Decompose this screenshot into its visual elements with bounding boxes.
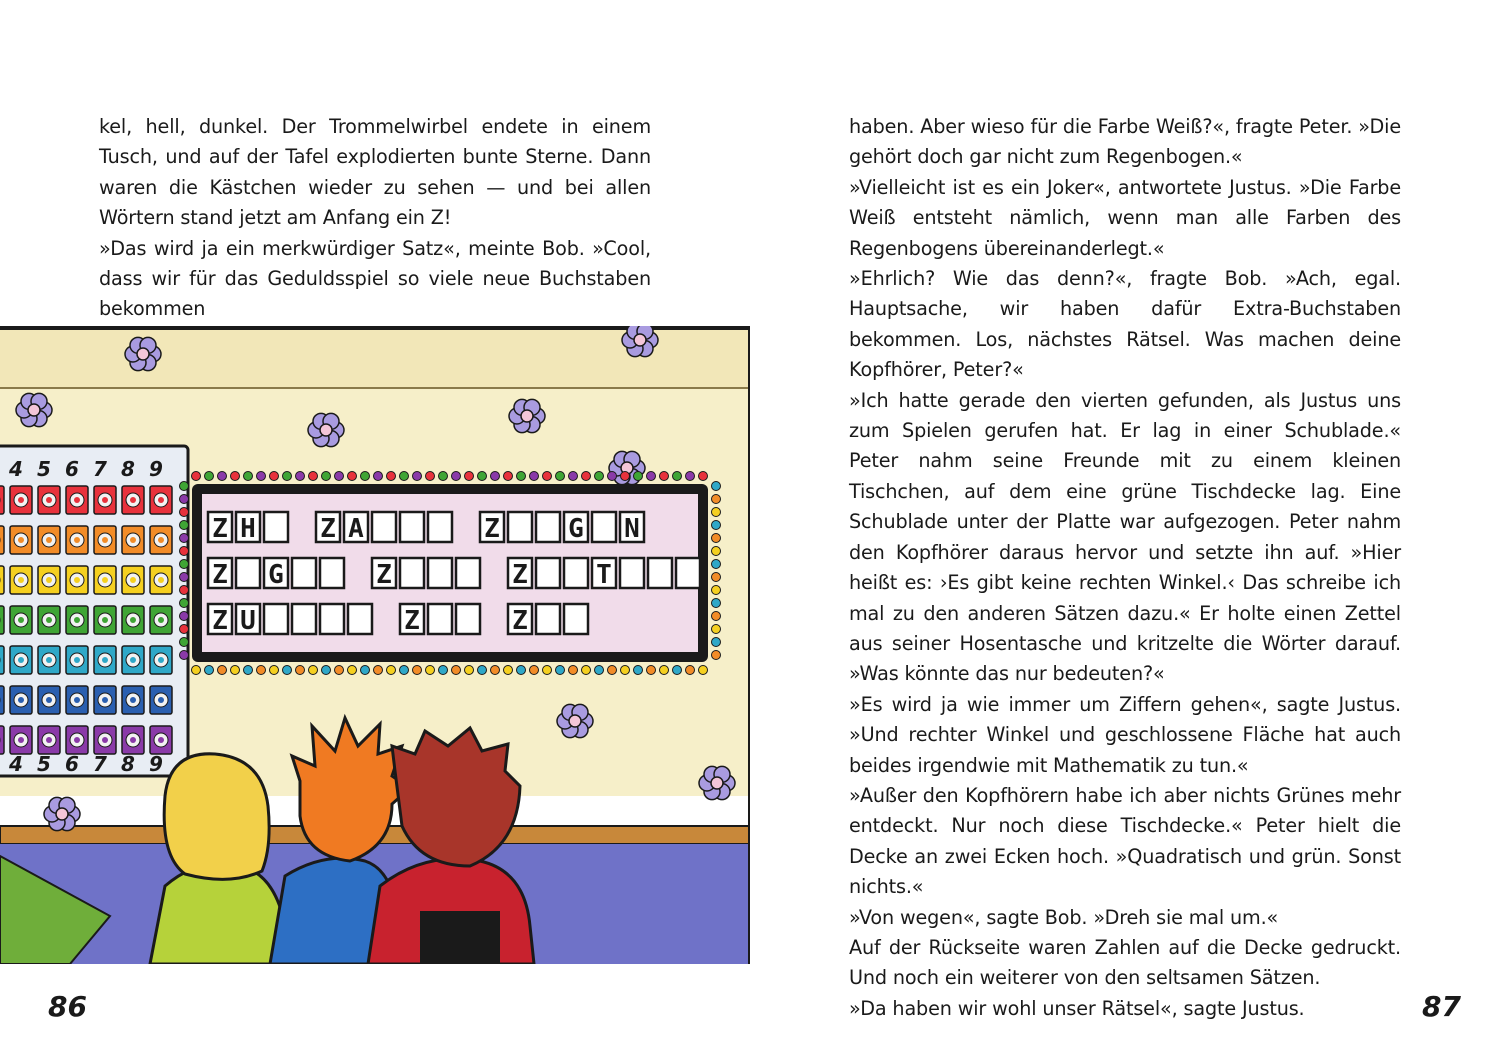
grid-cell (122, 686, 144, 714)
grid-cell (0, 486, 4, 514)
letter-box (536, 604, 560, 634)
letter-box (400, 558, 424, 588)
grid-cell (0, 646, 4, 674)
letter-box (536, 512, 560, 542)
board-letter: Z (484, 514, 500, 544)
board-letter: Z (212, 514, 228, 544)
grid-cell (94, 486, 116, 514)
grid-cell (66, 486, 88, 514)
grid-cell (66, 646, 88, 674)
letter-box (236, 512, 260, 544)
letter-box (372, 558, 396, 590)
grid-cell (66, 686, 88, 714)
grid-cell (38, 486, 60, 514)
grid-cell (10, 526, 32, 554)
letter-box (456, 558, 480, 588)
comic-illustration (0, 326, 750, 964)
grid-cell (0, 686, 4, 714)
grid-number: 5 (37, 457, 51, 481)
board-letter: G (268, 560, 284, 590)
letter-box (344, 512, 368, 544)
grid-number: 9 (149, 752, 163, 776)
grid-number: 7 (93, 457, 107, 481)
letter-box (508, 558, 532, 590)
letter-box (400, 512, 424, 542)
letter-box (208, 604, 232, 636)
letter-box (620, 558, 644, 588)
grid-cell (94, 726, 116, 754)
left-page-text (99, 112, 651, 325)
grid-cell (122, 726, 144, 754)
letter-box (648, 558, 672, 588)
letter-box (236, 604, 260, 636)
grid-cell (10, 566, 32, 594)
grid-cell (10, 606, 32, 634)
grid-cell (10, 686, 32, 714)
grid-number: 6 (65, 752, 79, 776)
letter-box (264, 558, 288, 590)
letter-box (620, 512, 644, 544)
board-letter: Z (376, 560, 392, 590)
letter-box (320, 558, 344, 588)
grid-cell (38, 526, 60, 554)
grid-cell (0, 526, 4, 554)
grid-cell (66, 566, 88, 594)
grid-cell (122, 526, 144, 554)
word-puzzle-board (180, 472, 721, 675)
letter-box (264, 604, 288, 634)
letter-box (456, 604, 480, 634)
letter-box (428, 604, 452, 634)
grid-number: 8 (121, 752, 135, 776)
grid-cell (150, 726, 172, 754)
paragraph: »Ich hatte gerade den vierten gefunden, als Justus uns zum Spielen gerufen hat. Er lag in einer Schublade.« Peter nahm seine Freunde mit zu einem kleinen Tischchen, auf dem eine grüne Tischdecke lag. Eine Schublade unter der Platte war aufgezogen. Peter nahm den Kopfhörer daraus hervor und setzte ihn auf. »Hier heißt es: ›Es gibt keine rechten Winkel.‹ Das schreibe ich mal zu den anderen Sätzen dazu.« Er holte einen Zettel aus seiner Hosentasche und kritzelte die Wörter darauf. »Was könnte das nur bedeuten?« (849, 388, 1401, 686)
paragraph: Auf der Rückseite waren Zahlen auf die Decke gedruckt. Und noch ein weiterer von den seltsamen Sätzen. (849, 935, 1401, 990)
grid-number: 4 (9, 457, 23, 481)
paragraph: »Das wird ja ein merkwürdiger Satz«, meinte Bob. »Cool, dass wir für das Geduldsspiel so viele neue Buchstaben bekommen (99, 236, 651, 321)
paragraph: »Von wegen«, sagte Bob. »Dreh sie mal um.« (849, 905, 1279, 929)
letter-box (208, 512, 232, 544)
grid-cell (122, 606, 144, 634)
letter-box (564, 558, 588, 588)
page-number: 87 (1422, 990, 1461, 1023)
right-page-text (849, 112, 1401, 1024)
grid-cell (0, 566, 4, 594)
flower-icon (622, 326, 658, 357)
grid-cell (150, 606, 172, 634)
letter-box (676, 558, 700, 588)
paragraph: »Vielleicht ist es ein Joker«, antwortete Justus. »Die Farbe Weiß entsteht nämlich, wenn man alle Farben des Regenbogens übereinanderlegt.« (849, 175, 1401, 260)
grid-cell (94, 686, 116, 714)
paragraph: »Außer den Kopfhörern habe ich aber nichts Grünes mehr entdeckt. Nur noch diese Tischdecke.« Peter hielt die Decke an zwei Ecken hoch. »Quadratisch und grün. Sonst nichts.« (849, 783, 1401, 899)
grid-cell (0, 726, 4, 754)
flower-icon (308, 413, 344, 446)
letter-box (508, 604, 532, 636)
grid-cell (66, 726, 88, 754)
letter-box (316, 512, 340, 544)
grid-cell (122, 486, 144, 514)
letter-box (508, 512, 532, 542)
grid-cell (66, 606, 88, 634)
board-letter: T (596, 560, 612, 590)
flower-icon (16, 393, 52, 426)
letter-box (564, 604, 588, 634)
grid-cell (38, 606, 60, 634)
board-letter: H (240, 514, 256, 544)
grid-cell (122, 566, 144, 594)
letter-box (428, 558, 452, 588)
letter-box (372, 512, 396, 542)
letter-box (592, 558, 616, 590)
board-letter: Z (512, 606, 528, 636)
letter-box (348, 604, 372, 634)
letter-box (400, 604, 424, 636)
letter-box (292, 604, 316, 634)
flower-icon (557, 704, 593, 737)
paragraph: »Ehrlich? Wie das denn?«, fragte Bob. »Ach, egal. Hauptsache, wir haben dafür Extra-Buchstaben bekommen. Los, nächstes Rätsel. Was machen deine Kopfhörer, Peter?« (849, 267, 1401, 382)
flower-icon (44, 797, 80, 830)
letter-box (564, 512, 588, 544)
grid-cell (94, 566, 116, 594)
illustration-svg (0, 326, 750, 964)
grid-number: 8 (121, 457, 135, 481)
page-number: 86 (48, 990, 87, 1023)
grid-cell (150, 646, 172, 674)
grid-cell (10, 486, 32, 514)
board-letter: G (568, 514, 584, 544)
grid-cell (0, 606, 4, 634)
letter-box (208, 558, 232, 590)
grid-cell (38, 566, 60, 594)
grid-cell (122, 646, 144, 674)
grid-number: 9 (149, 457, 163, 481)
grid-number: 6 (65, 457, 79, 481)
paragraph: »Da haben wir wohl unser Rätsel«, sagte Justus. (849, 996, 1305, 1020)
grid-cell (94, 526, 116, 554)
grid-cell (10, 646, 32, 674)
letter-box (320, 604, 344, 634)
grid-number: 5 (37, 752, 51, 776)
number-grid-board (0, 446, 188, 776)
board-letter: A (348, 514, 364, 544)
letter-box (264, 512, 288, 542)
grid-cell (150, 566, 172, 594)
letter-box (236, 558, 260, 588)
board-letter: Z (512, 560, 528, 590)
grid-cell (38, 686, 60, 714)
grid-cell (66, 526, 88, 554)
letter-box (292, 558, 316, 588)
grid-cell (94, 646, 116, 674)
flower-icon (125, 337, 161, 370)
paragraph: »Es wird ja wie immer um Ziffern gehen«, sagte Justus. »Und rechter Winkel und geschlossene Fläche hat auch beides irgendwie mit Mathematik zu tun.« (849, 692, 1401, 777)
board-letter: Z (212, 606, 228, 636)
letter-box (428, 512, 452, 542)
board-letter: Z (320, 514, 336, 544)
board-letter: Z (212, 560, 228, 590)
grid-cell (150, 526, 172, 554)
board-letter: U (240, 606, 256, 636)
paragraph: haben. Aber wieso für die Farbe Weiß?«, fragte Peter. »Die gehört doch gar nicht zum Regenbogen.« (849, 115, 1401, 169)
right-page (750, 0, 1500, 1061)
flower-icon (509, 399, 545, 432)
paragraph: kel, hell, dunkel. Der Trommelwirbel endete in einem Tusch, und auf der Tafel explodierten bunte Sterne. Dann waren die Kästchen wieder zu sehen — und bei allen Wörtern stand jetzt am Anfang ein Z! (99, 115, 651, 230)
grid-cell (150, 486, 172, 514)
three-investigators (150, 718, 534, 964)
grid-cell (38, 726, 60, 754)
grid-cell (94, 606, 116, 634)
letter-box (480, 512, 504, 544)
grid-cell (10, 726, 32, 754)
grid-number: 7 (93, 752, 107, 776)
grid-number: 4 (9, 752, 23, 776)
letter-box (592, 512, 616, 542)
grid-cell (38, 646, 60, 674)
board-letter: N (624, 514, 640, 544)
flower-icon (699, 766, 735, 799)
letter-box (536, 558, 560, 588)
grid-cell (150, 686, 172, 714)
board-letter: Z (404, 606, 420, 636)
